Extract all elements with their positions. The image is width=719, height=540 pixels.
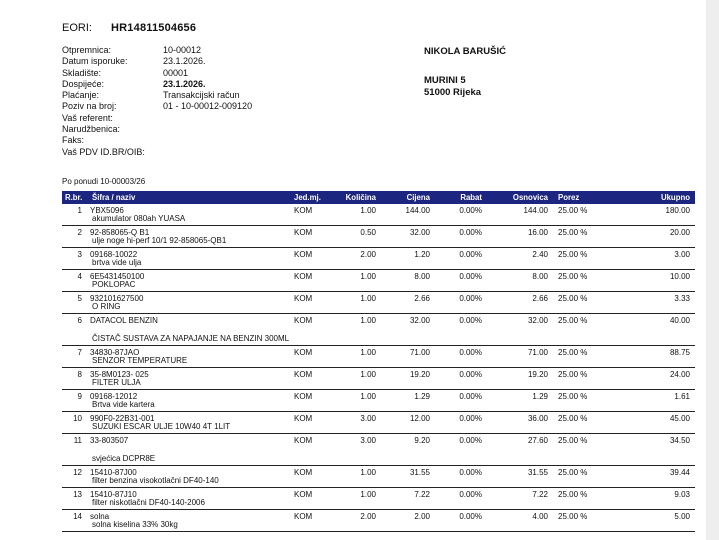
item-total: 20.00 — [669, 228, 690, 237]
table-row — [62, 226, 695, 248]
item-name: solna kiselina 33% 30kg — [92, 520, 178, 529]
item-quantity: 1.00 — [360, 272, 376, 281]
col-kolicina-header: Količina — [345, 193, 376, 202]
item-quantity: 1.00 — [360, 392, 376, 401]
meta-row — [62, 147, 252, 158]
meta-row — [62, 90, 252, 101]
item-code: YBX5096 — [90, 206, 124, 215]
item-unit: KOM — [294, 228, 313, 237]
item-name: filter niskotlačni DF40-140-2006 — [92, 498, 205, 507]
item-unit: KOM — [294, 414, 313, 423]
meta-value: 01 - 10-00012-009120 — [163, 101, 253, 112]
item-base: 19.20 — [527, 370, 548, 379]
table-row — [62, 390, 695, 412]
item-price: 2.00 — [414, 512, 430, 521]
item-price: 1.29 — [414, 392, 430, 401]
item-quantity: 3.00 — [360, 414, 376, 423]
items-table — [62, 191, 695, 532]
col-sifra-naziv-header: Šifra / naziv — [92, 193, 136, 202]
item-total: 9.03 — [674, 490, 690, 499]
item-price: 71.00 — [409, 348, 430, 357]
item-tax: 25.00 % — [558, 316, 588, 325]
table-body — [62, 204, 695, 532]
item-unit: KOM — [294, 348, 313, 357]
meta-label: Narudžbenica: — [62, 124, 121, 135]
item-tax: 25.00 % — [558, 436, 588, 445]
table-row — [62, 434, 695, 466]
item-total: 10.00 — [669, 272, 690, 281]
meta-value: Transakcijski račun — [163, 90, 240, 101]
item-discount: 0.00% — [459, 348, 482, 357]
row-number: 13 — [73, 490, 82, 499]
row-number: 14 — [73, 512, 82, 521]
customer-city: 51000 Rijeka — [424, 87, 482, 98]
table-row — [62, 346, 695, 368]
item-unit: KOM — [294, 206, 313, 215]
item-code: solna — [90, 512, 110, 521]
item-quantity: 0.50 — [360, 228, 376, 237]
row-number: 5 — [77, 294, 82, 303]
row-number: 3 — [77, 250, 82, 259]
item-discount: 0.00% — [459, 228, 482, 237]
item-discount: 0.00% — [459, 250, 482, 259]
row-number: 6 — [77, 316, 82, 325]
item-total: 3.33 — [674, 294, 690, 303]
meta-row — [62, 79, 252, 90]
col-jedmj-header: Jed.mj. — [294, 193, 321, 202]
item-total: 180.00 — [665, 206, 690, 215]
eori-value: HR14811504656 — [111, 22, 197, 34]
item-tax: 25.00 % — [558, 228, 588, 237]
item-base: 7.22 — [532, 490, 548, 499]
table-row — [62, 488, 695, 510]
col-porez-header: Porez — [558, 193, 580, 202]
item-quantity: 1.00 — [360, 206, 376, 215]
item-quantity: 1.00 — [360, 294, 376, 303]
item-quantity: 1.00 — [360, 370, 376, 379]
meta-row — [62, 101, 252, 112]
row-number: 2 — [77, 228, 82, 237]
item-quantity: 1.00 — [360, 490, 376, 499]
item-price: 12.00 — [409, 414, 430, 423]
item-base: 2.66 — [532, 294, 548, 303]
item-unit: KOM — [294, 250, 313, 259]
table-row — [62, 368, 695, 390]
item-discount: 0.00% — [459, 206, 482, 215]
table-row — [62, 292, 695, 314]
meta-row — [62, 56, 252, 67]
eori-line — [62, 22, 196, 34]
item-base: 36.00 — [527, 414, 548, 423]
item-unit: KOM — [294, 272, 313, 281]
table-row — [62, 248, 695, 270]
item-base: 27.60 — [527, 436, 548, 445]
item-total: 45.00 — [669, 414, 690, 423]
item-total: 40.00 — [669, 316, 690, 325]
item-base: 32.00 — [527, 316, 548, 325]
item-discount: 0.00% — [459, 512, 482, 521]
item-tax: 25.00 % — [558, 206, 588, 215]
meta-row — [62, 45, 252, 56]
meta-label: Plaćanje: — [62, 90, 100, 101]
offer-reference: Po ponudi 10-00003/26 — [62, 177, 146, 186]
document-meta — [62, 45, 252, 158]
item-total: 88.75 — [669, 348, 690, 357]
item-quantity: 3.00 — [360, 436, 376, 445]
item-code: 34830-87JAO — [90, 348, 140, 357]
table-row — [62, 204, 695, 226]
item-quantity: 1.00 — [360, 316, 376, 325]
item-discount: 0.00% — [459, 316, 482, 325]
item-base: 31.55 — [527, 468, 548, 477]
customer-address — [424, 46, 506, 99]
item-price: 1.20 — [414, 250, 430, 259]
item-name: FILTER ULJA — [92, 378, 141, 387]
item-base: 71.00 — [527, 348, 548, 357]
item-tax: 25.00 % — [558, 512, 588, 521]
item-tax: 25.00 % — [558, 370, 588, 379]
item-discount: 0.00% — [459, 370, 482, 379]
row-number: 8 — [77, 370, 82, 379]
item-name: akumulator 080ah YUASA — [92, 214, 186, 223]
meta-label: Skladište: — [62, 67, 102, 78]
item-base: 16.00 — [527, 228, 548, 237]
item-name: svjećica DCPR8E — [92, 454, 156, 463]
item-code: 09168-12012 — [90, 392, 138, 401]
item-total: 3.00 — [674, 250, 690, 259]
item-name: ulje noge hi-perf 10/1 92-858065-QB1 — [92, 236, 227, 245]
item-total: 39.44 — [669, 468, 690, 477]
item-total: 24.00 — [669, 370, 690, 379]
item-price: 2.66 — [414, 294, 430, 303]
item-price: 32.00 — [409, 228, 430, 237]
item-code: 09168-10022 — [90, 250, 138, 259]
item-unit: KOM — [294, 490, 313, 499]
item-name: O RING — [92, 302, 121, 311]
meta-label: Vaš referent: — [62, 112, 113, 123]
item-name: SUZUKI ESCAR ULJE 10W40 4T 1LIT — [92, 422, 231, 431]
item-quantity: 2.00 — [360, 250, 376, 259]
item-price: 31.55 — [409, 468, 430, 477]
meta-label: Otpremnica: — [62, 45, 112, 55]
col-rabat-header: Rabat — [460, 193, 482, 202]
item-unit: KOM — [294, 294, 313, 303]
item-base: 4.00 — [532, 512, 548, 521]
item-discount: 0.00% — [459, 272, 482, 281]
table-row — [62, 270, 695, 292]
item-code: 932101627500 — [90, 294, 144, 303]
item-price: 9.20 — [414, 436, 430, 445]
item-unit: KOM — [294, 436, 313, 445]
table-row — [62, 412, 695, 434]
row-number: 4 — [77, 272, 82, 281]
row-number: 10 — [73, 414, 82, 423]
item-discount: 0.00% — [459, 294, 482, 303]
item-tax: 25.00 % — [558, 392, 588, 401]
meta-label: Faks: — [62, 135, 85, 146]
row-number: 11 — [73, 436, 82, 445]
meta-value: 00001 — [163, 67, 189, 78]
meta-value: 23.1.2026. — [163, 56, 206, 67]
item-name: Brtva vide kartera — [92, 400, 155, 409]
item-code: 6E5431450100 — [90, 272, 145, 281]
meta-row — [62, 113, 252, 124]
item-tax: 25.00 % — [558, 272, 588, 281]
item-price: 32.00 — [409, 316, 430, 325]
table-header — [62, 191, 695, 204]
row-number: 9 — [77, 392, 82, 401]
item-tax: 25.00 % — [558, 294, 588, 303]
meta-label: Vaš PDV ID.BR/OIB: — [62, 146, 145, 157]
table-row — [62, 510, 695, 532]
table-row — [62, 314, 695, 346]
item-code: 990F0-22B31-001 — [90, 414, 155, 423]
item-discount: 0.00% — [459, 414, 482, 423]
item-tax: 25.00 % — [558, 348, 588, 357]
item-base: 8.00 — [532, 272, 548, 281]
item-unit: KOM — [294, 392, 313, 401]
item-quantity: 1.00 — [360, 348, 376, 357]
item-base: 2.40 — [532, 250, 548, 259]
customer-street: MURINI 5 — [424, 75, 466, 86]
meta-row — [62, 68, 252, 79]
item-name: SENZOR TEMPERATURE — [92, 356, 188, 365]
item-unit: KOM — [294, 370, 313, 379]
item-tax: 25.00 % — [558, 490, 588, 499]
item-base: 1.29 — [532, 392, 548, 401]
item-price: 19.20 — [409, 370, 430, 379]
item-discount: 0.00% — [459, 392, 482, 401]
item-name: ČISTAČ SUSTAVA ZA NAPAJANJE NA BENZIN 300ML — [92, 334, 290, 343]
table-row — [62, 466, 695, 488]
meta-label: Dospijeće: — [62, 78, 105, 89]
item-price: 144.00 — [405, 206, 430, 215]
col-osnovica-header: Osnovica — [512, 193, 548, 202]
item-tax: 25.00 % — [558, 468, 588, 477]
item-code: 35-8M0123- 025 — [90, 370, 149, 379]
item-tax: 25.00 % — [558, 414, 588, 423]
eori-label: EORI: — [62, 22, 92, 34]
meta-value: 10-00012 — [163, 45, 202, 55]
row-number: 7 — [77, 348, 82, 357]
item-price: 7.22 — [414, 490, 430, 499]
item-code: 92-858065-Q B1 — [90, 228, 150, 237]
meta-label: Datum isporuke: — [62, 56, 128, 67]
item-code: 33-803507 — [90, 436, 129, 445]
item-tax: 25.00 % — [558, 250, 588, 259]
item-name: POKLOPAC — [92, 280, 136, 289]
item-discount: 0.00% — [459, 436, 482, 445]
item-code: 15410-87J10 — [90, 490, 137, 499]
item-total: 5.00 — [674, 512, 690, 521]
item-total: 34.50 — [669, 436, 690, 445]
item-discount: 0.00% — [459, 468, 482, 477]
col-cijena-header: Cijena — [406, 193, 430, 202]
item-quantity: 1.00 — [360, 468, 376, 477]
row-number: 1 — [77, 206, 82, 215]
item-total: 1.61 — [674, 392, 690, 401]
meta-row — [62, 135, 252, 146]
customer-name: NIKOLA BARUŠIĆ — [424, 46, 506, 57]
row-number: 12 — [73, 468, 82, 477]
col-ukupno-header: Ukupno — [660, 193, 690, 202]
item-code: DATACOL BENZIN — [90, 316, 158, 325]
col-rbr-header: R.br. — [65, 193, 83, 202]
item-code: 15410-87J00 — [90, 468, 137, 477]
item-discount: 0.00% — [459, 490, 482, 499]
meta-label: Poziv na broj: — [62, 101, 117, 112]
item-quantity: 2.00 — [360, 512, 376, 521]
meta-value: 23.1.2026. — [163, 78, 206, 89]
item-unit: KOM — [294, 468, 313, 477]
meta-row — [62, 124, 252, 135]
item-unit: KOM — [294, 512, 313, 521]
item-name: filter benzina visokotlačni DF40-140 — [92, 476, 219, 485]
item-unit: KOM — [294, 316, 313, 325]
item-name: brtva vide ulja — [92, 258, 142, 267]
item-price: 8.00 — [414, 272, 430, 281]
item-base: 144.00 — [523, 206, 548, 215]
